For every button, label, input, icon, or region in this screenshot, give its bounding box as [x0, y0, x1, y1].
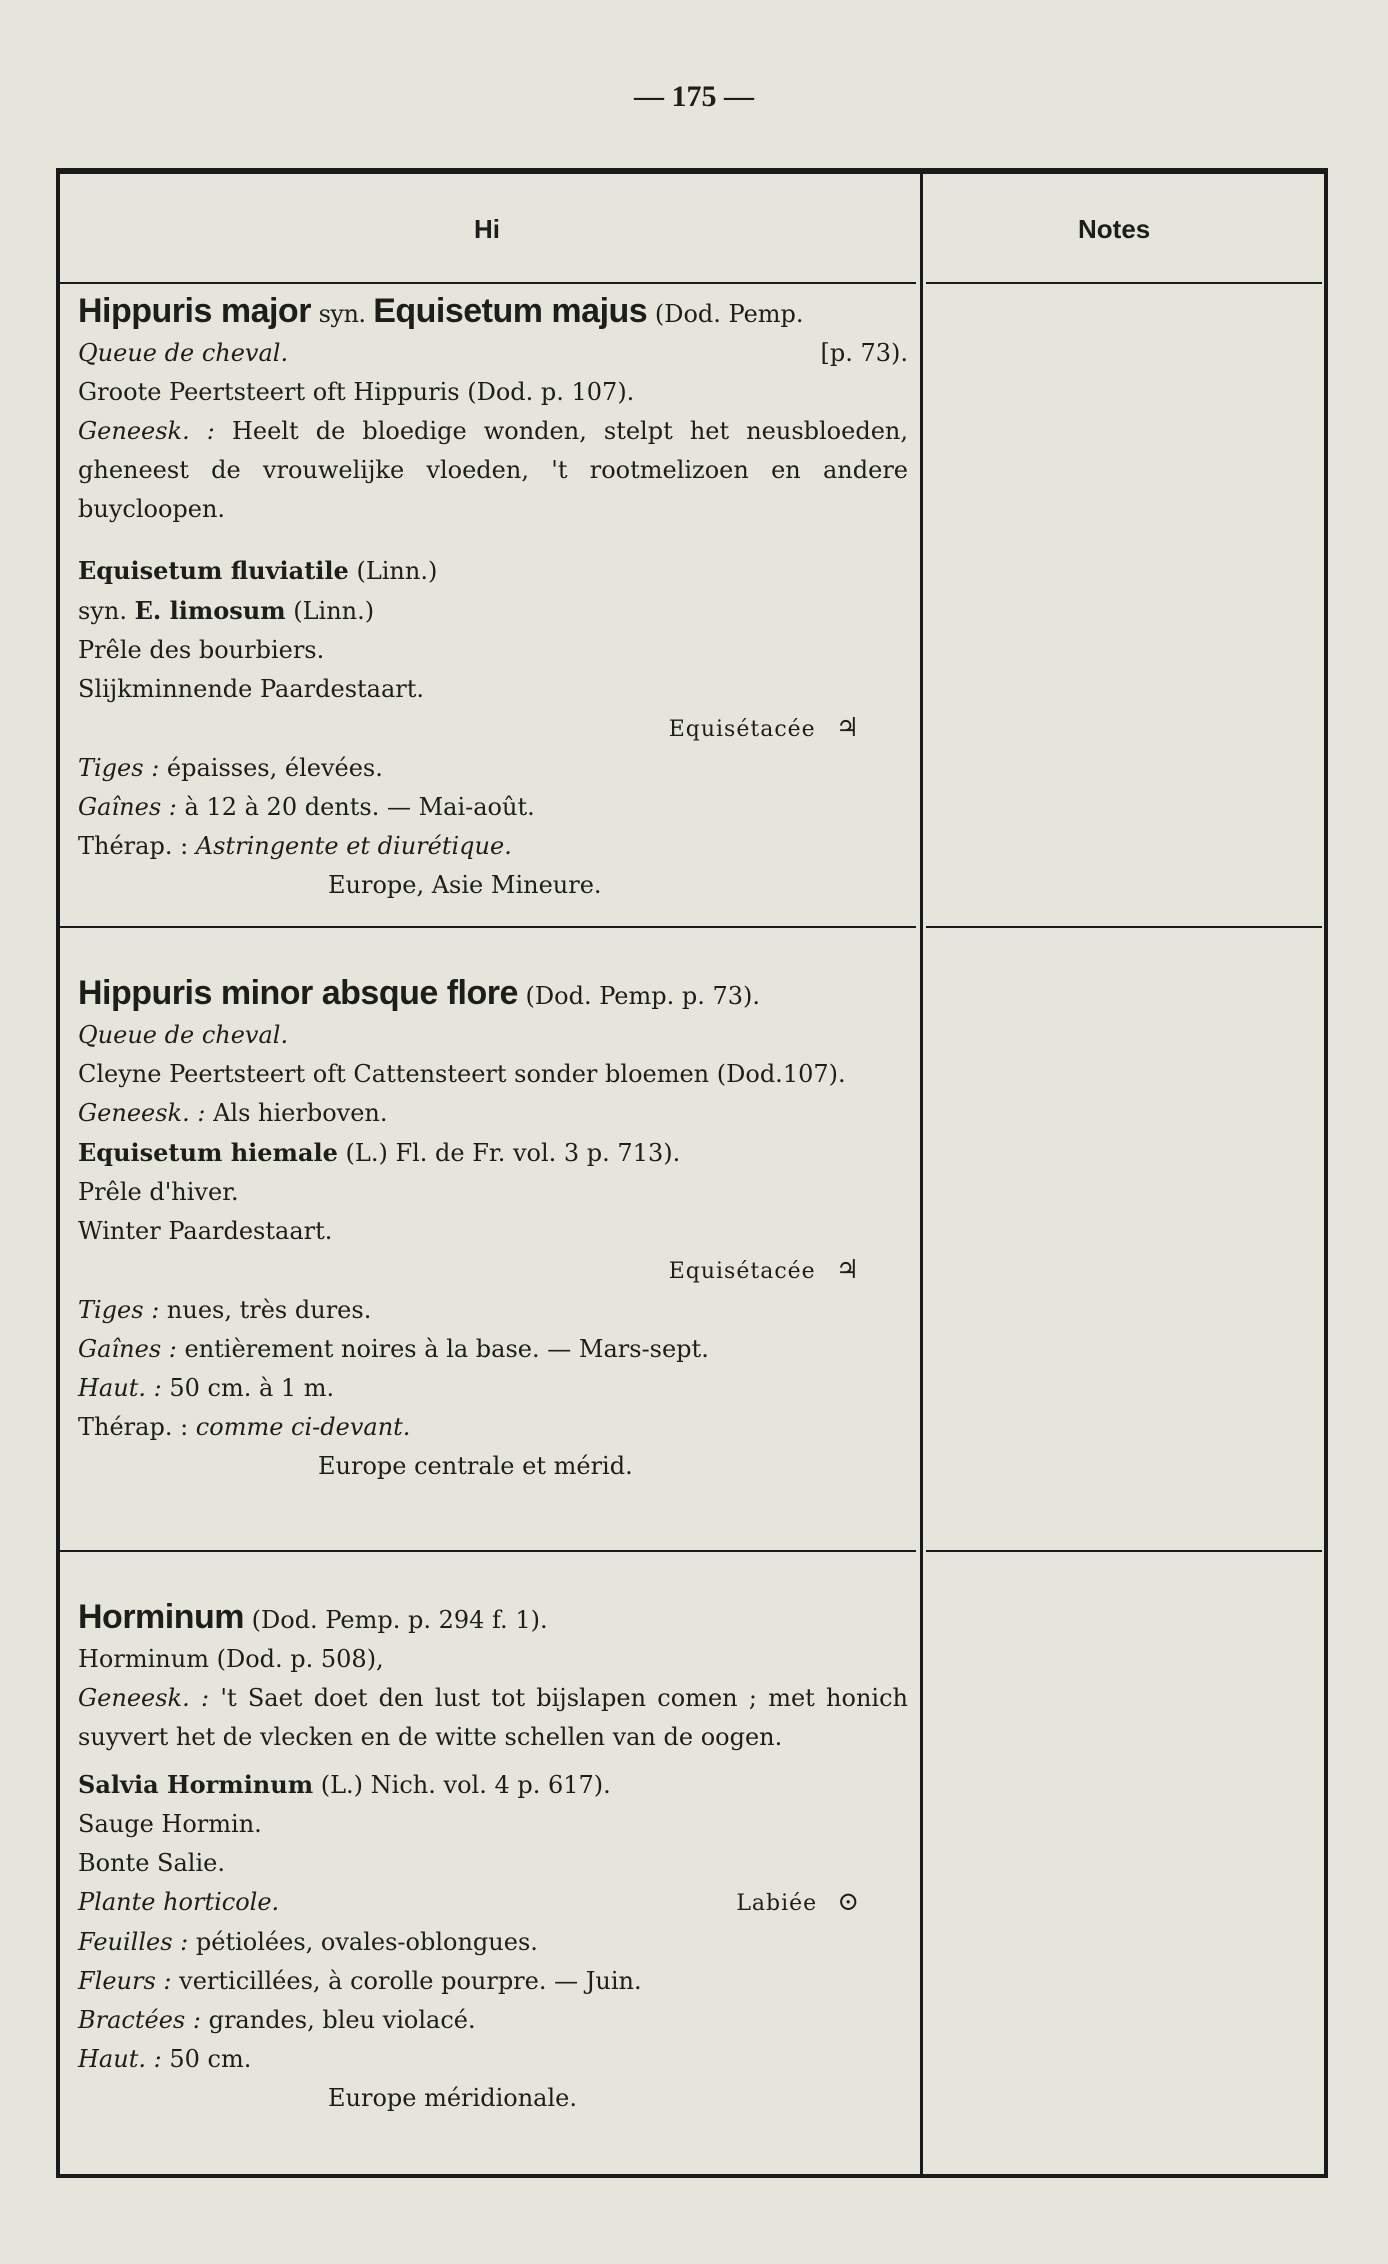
dutch-common-name: Horminum (Dod. p. 508),	[78, 1645, 384, 1673]
family-name: Equisétacée	[668, 1259, 816, 1284]
trait-label: Gaînes :	[78, 793, 177, 821]
trait-text: grandes, bleu violacé.	[208, 2006, 476, 2034]
dutch-name: Slijkminnende Paardestaart.	[78, 675, 425, 703]
trait-text: épaisses, élevées.	[166, 754, 383, 782]
entry-title: Hippuris minor absque flore	[78, 974, 518, 1012]
entry-divider-right	[926, 926, 1322, 928]
french-common-name: Queue de cheval.	[78, 339, 289, 367]
trait-text: entièrement noires à la base. — Mars-sept.	[184, 1335, 709, 1363]
trait-label: Fleurs :	[78, 1967, 172, 1995]
entry-divider-left	[60, 1550, 916, 1552]
reference: (Dod. Pemp.	[654, 300, 804, 328]
trait-text: nues, très dures.	[166, 1296, 372, 1324]
entry-hippuris-major	[78, 292, 908, 905]
herbal-table	[56, 168, 1328, 2178]
syn-word: syn.	[318, 300, 366, 328]
french-common-name: Queue de cheval.	[78, 1021, 289, 1049]
dutch-common-name: Groote Peertsteert oft Hippuris (Dod. p. 107).	[78, 378, 635, 406]
syn-word: syn.	[78, 597, 127, 625]
scientific-author: (L.) Fl. de Fr. vol. 3 p. 713).	[345, 1139, 681, 1167]
trait-text: pétiolées, ovales-oblongues.	[195, 1928, 538, 1956]
trait-label: Bractées :	[78, 2006, 201, 2034]
region: Europe centrale et mérid.	[318, 1452, 633, 1480]
trait-label: Tiges :	[78, 754, 160, 782]
entry-title-synonym: Equisetum majus	[373, 292, 648, 330]
column-divider	[920, 174, 923, 2174]
entry-hippuris-minor	[78, 974, 908, 1486]
dutch-name: Bonte Salie.	[78, 1849, 225, 1877]
trait-text: Astringente et diurétique.	[195, 832, 512, 860]
entry-title: Hippuris major	[78, 292, 311, 330]
reference: (Dod. Pemp. p. 73).	[525, 982, 761, 1010]
trait-label: Haut. :	[78, 1374, 162, 1402]
trait-text: comme ci-devant.	[195, 1413, 411, 1441]
geneesk-text: Heelt de bloedige wonden, stelpt het neusbloeden, gheneest de vrouwelijke vloeden, 't rootmelizoen en andere buycloopen.	[78, 417, 908, 523]
annual-symbol: ⊙	[837, 1887, 860, 1917]
dutch-common-name: Cleyne Peertsteert oft Cattensteert sonder bloemen (Dod.107).	[78, 1060, 846, 1088]
trait-text: à 12 à 20 dents. — Mai-août.	[184, 793, 535, 821]
trait-label: Gaînes :	[78, 1335, 177, 1363]
trait-label: Feuilles :	[78, 1928, 189, 1956]
scientific-author: (Linn.)	[356, 557, 438, 585]
geneesk-label: Geneesk. :	[78, 1099, 206, 1127]
entry-divider-left	[60, 926, 916, 928]
trait-text: 50 cm. à 1 m.	[169, 1374, 335, 1402]
french-name: Prêle d'hiver.	[78, 1178, 239, 1206]
dutch-name: Winter Paardestaart.	[78, 1217, 333, 1245]
geneesk-text: Als hierboven.	[213, 1099, 388, 1127]
scientific-author: (L.) Nich. vol. 4 p. 617).	[320, 1771, 611, 1799]
header-divider-right	[926, 282, 1322, 284]
scientific-synonym-author: (Linn.)	[293, 597, 375, 625]
trait-text: 50 cm.	[169, 2045, 252, 2073]
scientific-name: Equisetum hiemale	[78, 1138, 338, 1167]
region: Europe méridionale.	[328, 2084, 577, 2112]
entry-horminum	[78, 1598, 908, 2118]
french-name: Sauge Hormin.	[78, 1810, 262, 1838]
reference: (Dod. Pemp. p. 294 f. 1).	[251, 1606, 548, 1634]
entry-divider-right	[926, 1550, 1322, 1552]
trait-label: Haut. :	[78, 2045, 162, 2073]
page-number: — 175 —	[634, 80, 754, 113]
geneesk-label: Geneesk. :	[78, 1684, 210, 1712]
geneesk-label: Geneesk. :	[78, 417, 215, 445]
header-divider-left	[60, 282, 916, 284]
reference-continued: [p. 73).	[820, 339, 908, 367]
scientific-synonym: E. limosum	[134, 596, 286, 625]
family-name: Labiée	[736, 1891, 818, 1916]
column-header-hi: Hi	[474, 214, 500, 244]
column-header-notes: Notes	[1078, 214, 1151, 244]
scientific-name: Equisetum fluviatile	[78, 556, 349, 585]
region: Europe, Asie Mineure.	[328, 871, 602, 899]
french-name: Prêle des bourbiers.	[78, 636, 325, 664]
horticole-note: Plante horticole.	[78, 1888, 280, 1916]
perennial-symbol: ♃	[835, 1255, 860, 1285]
trait-text: verticillées, à corolle pourpre. — Juin.	[179, 1967, 642, 1995]
trait-label: Tiges :	[78, 1296, 160, 1324]
geneesk-text: 't Saet doet den lust tot bijslapen comen ; met honich suyvert het de vlecken en de witte schellen van de oogen.	[78, 1684, 908, 1751]
trait-label: Thérap. :	[78, 832, 189, 860]
perennial-symbol: ♃	[835, 713, 860, 743]
trait-label: Thérap. :	[78, 1413, 189, 1441]
scientific-name: Salvia Horminum	[78, 1770, 314, 1799]
entry-title: Horminum	[78, 1598, 244, 1636]
family-name: Equisétacée	[668, 717, 816, 742]
